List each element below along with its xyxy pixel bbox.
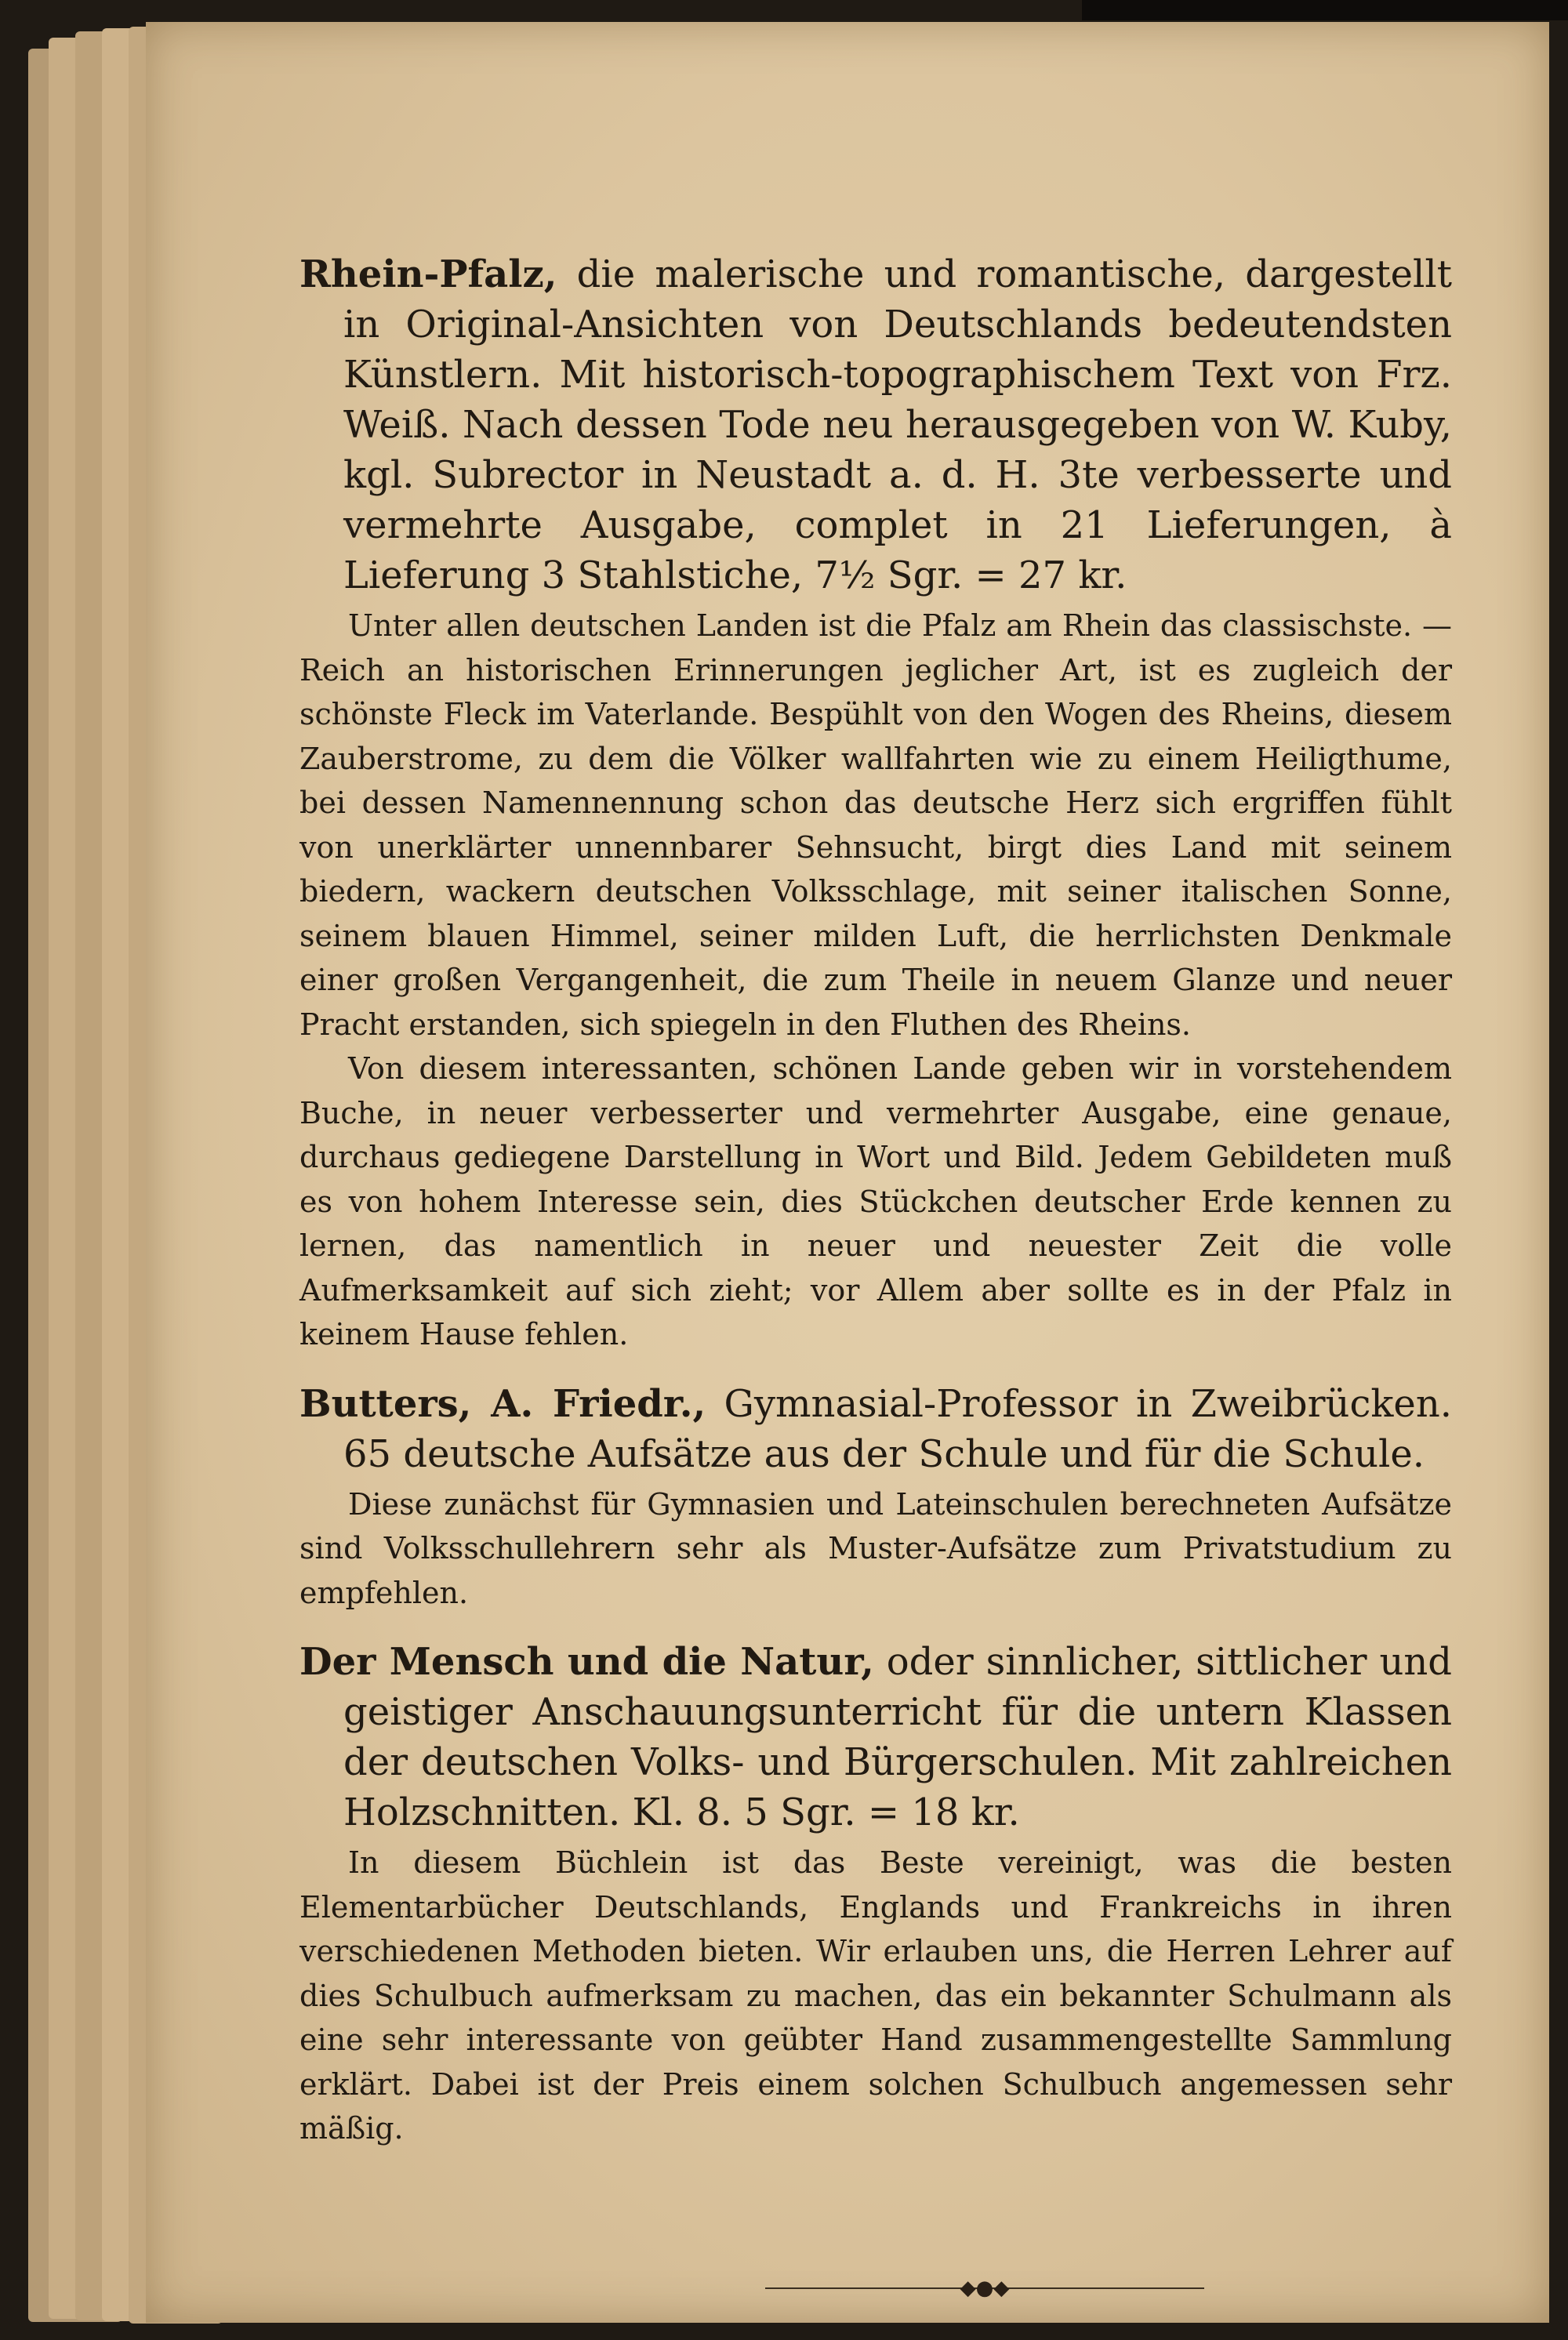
catalog-entry xyxy=(299,1379,1452,1616)
entry-heading xyxy=(299,1637,1452,1838)
description-paragraph: In diesem Büchlein ist das Beste vereinigt, was die besten Elementarbücher Deutschlands, Englands und Frankreichs in ihren verschiedenen Methoden bieten. Wir erlauben uns, die Herren Lehrer auf dies Schulbuch aufmerksam zu machen, das ein bekannter Schulmann als eine sehr interessante von geübter Hand zusammengestellte Sammlung erklärt. Dabei ist der Preis einem solchen Schulbuch angemessen sehr mäßig. xyxy=(299,1845,1452,2146)
description-paragraph: Unter allen deutschen Landen ist die Pfalz am Rhein das classischste. — Reich an historischen Erinnerungen jeglicher Art, ist es zugleich der schönste Fleck im Vaterlande. Bespühlt von den Wogen des Rheins, diesem Zauberstrome, zu dem die Völker wallfahrten wie zu einem Heiligthume, bei dessen Namennennung schon das deutsche Herz sich ergriffen fühlt von unerklärter unnennbarer Sehnsucht, birgt dies Land mit seinem biedern, wackern deutschen Volksschlage, mit seiner italischen Sonne, seinem blauen Himmel, seiner milden Luft, die herrlichsten Denkmale einer großen Vergangenheit, die zum Theile in neuem Glanze und neuer Pracht erstanden, sich spiegeln in den Fluthen des Rheins. xyxy=(299,608,1452,1042)
entry-bibliographic-text: oder sinnlicher, sittlicher und geistiger Anschauungsunterricht für die untern Klassen der deutschen Volks- und Bürgerschulen. Mit zahlreichen Holzschnitten. Kl. 8. 5 Sgr. = 18 kr. xyxy=(343,1640,1453,1834)
page-content xyxy=(299,249,1452,2173)
catalog-entry xyxy=(299,1637,1452,2151)
decorative-rule xyxy=(765,2278,1204,2298)
entry-title: Der Mensch und die Natur, xyxy=(299,1640,874,1684)
entry-heading xyxy=(299,249,1452,600)
catalog-entry xyxy=(299,249,1452,1357)
ornament-icon: ◆●◆ xyxy=(960,2277,1010,2300)
book-cover-edge xyxy=(1082,0,1568,20)
entry-description xyxy=(299,1841,1452,2151)
description-paragraph: Von diesem interessanten, schönen Lande geben wir in vorstehendem Buche, in neuer verbesserter und vermehrter Ausgabe, eine genaue, durchaus gediegene Darstellung in Wort und Bild. Jedem Gebildeten muß es von hohem Interesse sein, dies Stückchen deutscher Erde kennen zu lernen, das namentlich in neuer und neuester Zeit die volle Aufmerksamkeit auf sich zieht; vor Allem aber sollte es in der Pfalz in keinem Hause fehlen. xyxy=(299,1051,1452,1351)
description-paragraph: Diese zunächst für Gymnasien und Lateinschulen berechneten Aufsätze sind Volksschullehrern sehr als Muster-Aufsätze zum Privatstudium zu empfehlen. xyxy=(299,1486,1452,1610)
entry-bibliographic-text: Gymnasial-Professor in Zweibrücken. 65 deutsche Aufsätze aus der Schule und für die Schule. xyxy=(343,1381,1453,1476)
entry-description xyxy=(299,1482,1452,1616)
entry-description xyxy=(299,604,1452,1357)
book-page xyxy=(146,22,1549,2323)
entry-title: Rhein-Pfalz, xyxy=(299,252,557,296)
entry-heading xyxy=(299,1379,1452,1479)
entry-bibliographic-text: die malerische und romantische, dargestellt in Original-Ansichten von Deutschlands bedeutendsten Künstlern. Mit historisch-topographischem Text von Frz. Weiß. Nach dessen Tode neu herausgegeben von W. Kuby, kgl. Subrector in Neustadt a. d. H. 3te verbesserte und vermehrte Ausgabe, complet in 21 Lieferungen, à Lieferung 3 Stahlstiche, 7½ Sgr. = 27 kr. xyxy=(343,252,1452,597)
entry-title: Butters, A. Friedr., xyxy=(299,1381,706,1426)
